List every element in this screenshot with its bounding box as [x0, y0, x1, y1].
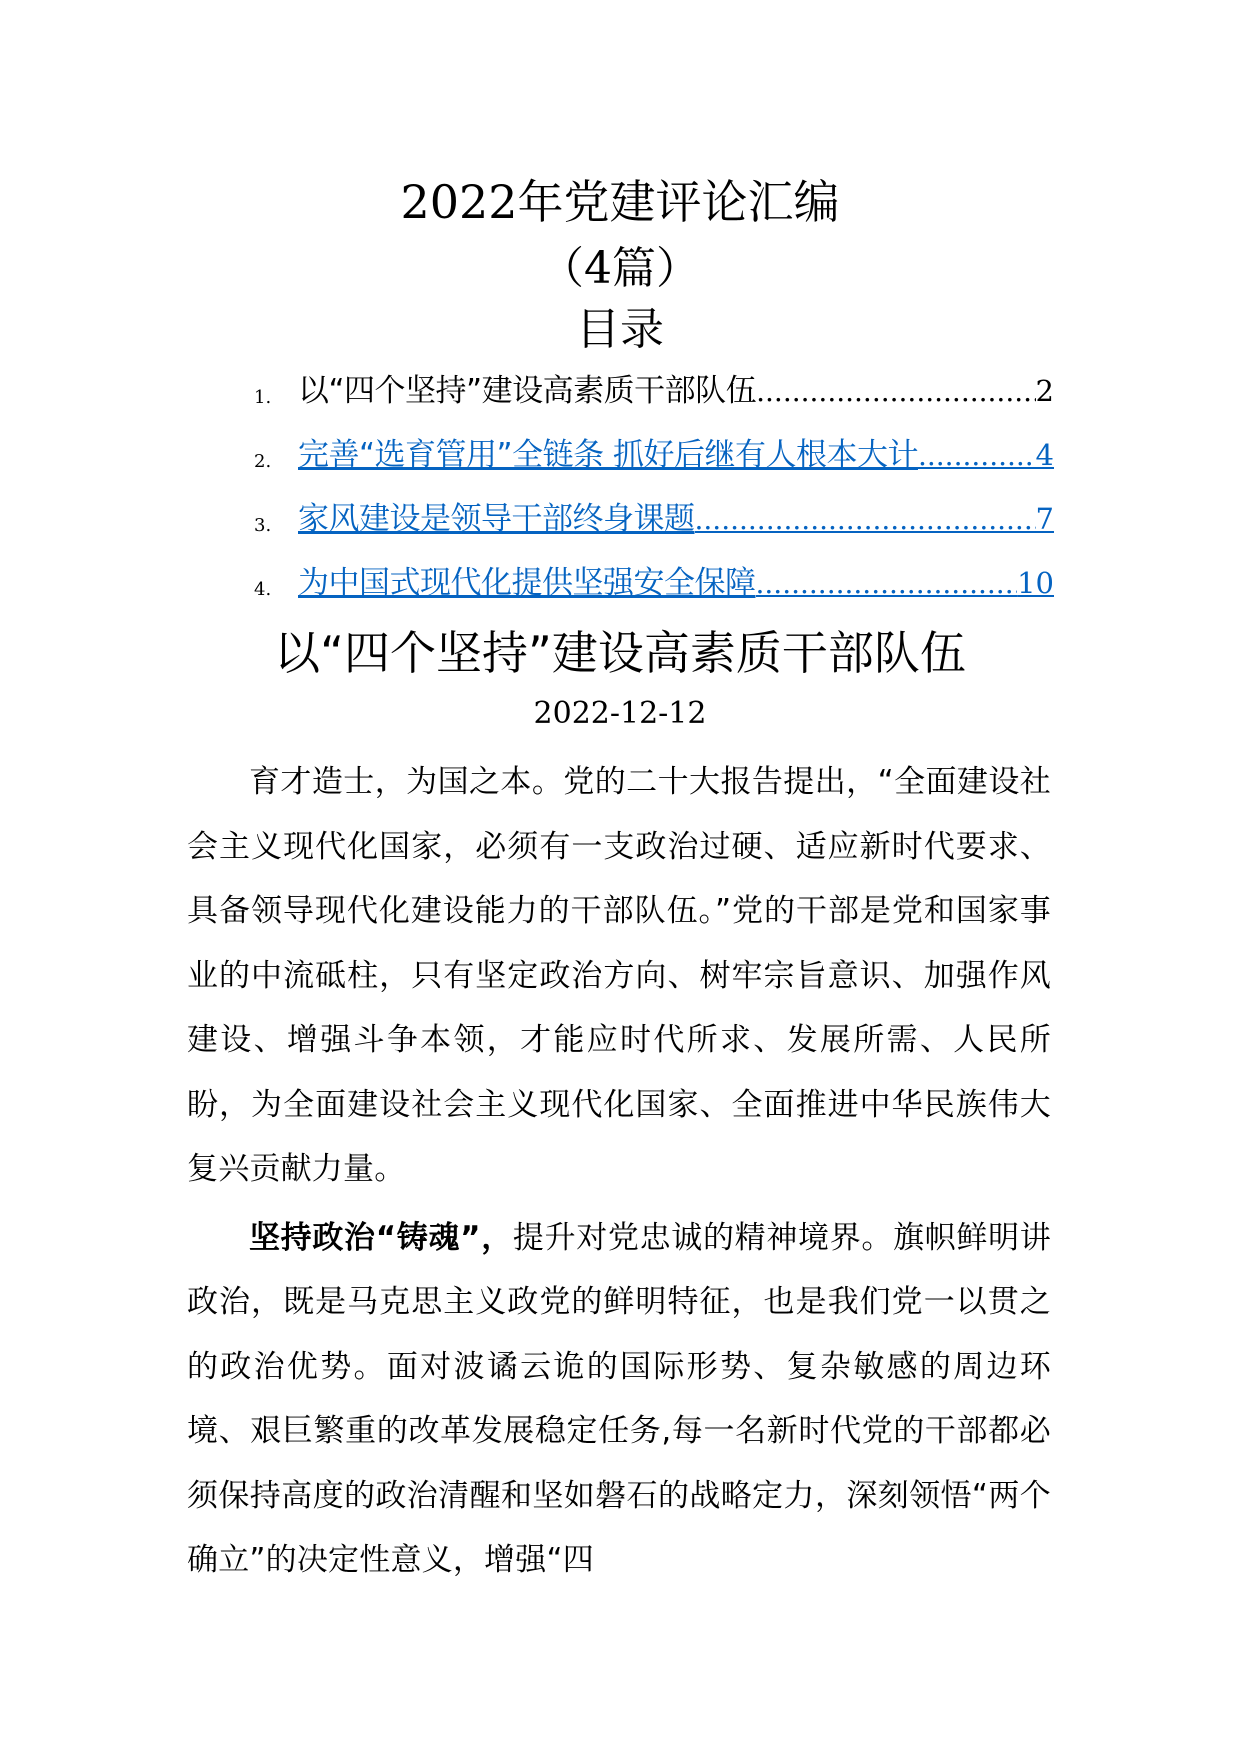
toc-heading: 目录	[576, 304, 664, 355]
article-date: 2022-12-12	[533, 696, 707, 731]
toc-item-title: 家风建设是领导干部终身课题	[298, 501, 695, 537]
toc-dot-leader	[918, 431, 1036, 481]
toc-link[interactable]	[298, 494, 1054, 545]
toc-item-title: 完善“选育管用”全链条 抓好后继有人根本大计	[298, 437, 918, 473]
paragraph-text: 育才造士，为国之本。党的二十大报告提出，“全面建设社会主义现代化国家，必须有一支政治过硬、适应新时代要求、具备领导现代化建设能力的干部队伍。”党的干部是党和国家事业的中流砥柱，只有坚定政治方向、树牢宗旨意识、加强作风建设、增强斗争本领，才能应时代所求、发展所需、人民所盼，为全面建设社会主义现代化国家、全面推进中华民族伟大复兴贡献力量。	[187, 764, 1051, 1187]
toc-page-number: 10	[1017, 566, 1054, 600]
toc-item-title: 为中国式现代化提供坚强安全保障	[298, 565, 756, 601]
toc-item-number: 1.	[254, 387, 272, 408]
paragraph-text: 提升对党忠诚的精神境界。旗帜鲜明讲政治，既是马克思主义政党的鲜明特征，也是我们党一以贯之的政治优势。面对波谲云诡的国际形势、复杂敏感的周边环境、艰巨繁重的改革发展稳定任务,每一名新时代党的干部都必须保持高度的政治清醒和坚如磐石的战略定力，深刻领悟“两个确立”的决定性意义，增强“四	[187, 1219, 1051, 1578]
toc-item-number: 3.	[254, 515, 272, 536]
article-body	[187, 750, 1051, 1593]
toc-dot-leader	[695, 495, 1036, 545]
toc-page-number: 2	[1035, 374, 1054, 408]
paragraph-lead: 坚持政治“铸魂”，	[249, 1219, 513, 1256]
toc-dot-leader	[756, 367, 1035, 417]
toc-page-number: 4	[1035, 438, 1054, 472]
toc-item	[254, 366, 1054, 430]
toc-link[interactable]	[298, 366, 1054, 417]
toc-item	[254, 430, 1054, 494]
toc-item	[254, 494, 1054, 558]
document-title: 2022年党建评论汇编	[400, 175, 840, 229]
table-of-contents	[254, 366, 1054, 622]
toc-item-number: 4.	[254, 579, 272, 600]
toc-item-title: 以“四个坚持”建设高素质干部队伍	[298, 373, 757, 409]
document-subtitle: （4篇）	[540, 243, 700, 294]
toc-dot-leader	[756, 559, 1018, 609]
paragraph	[187, 750, 1051, 1202]
toc-link[interactable]	[298, 430, 1054, 481]
toc-page-number: 7	[1035, 502, 1054, 536]
toc-item-number: 2.	[254, 451, 272, 472]
toc-item	[254, 558, 1054, 622]
article-title: 以“四个坚持”建设高素质干部队伍	[274, 626, 966, 680]
paragraph	[187, 1206, 1051, 1593]
toc-link[interactable]	[298, 558, 1054, 609]
